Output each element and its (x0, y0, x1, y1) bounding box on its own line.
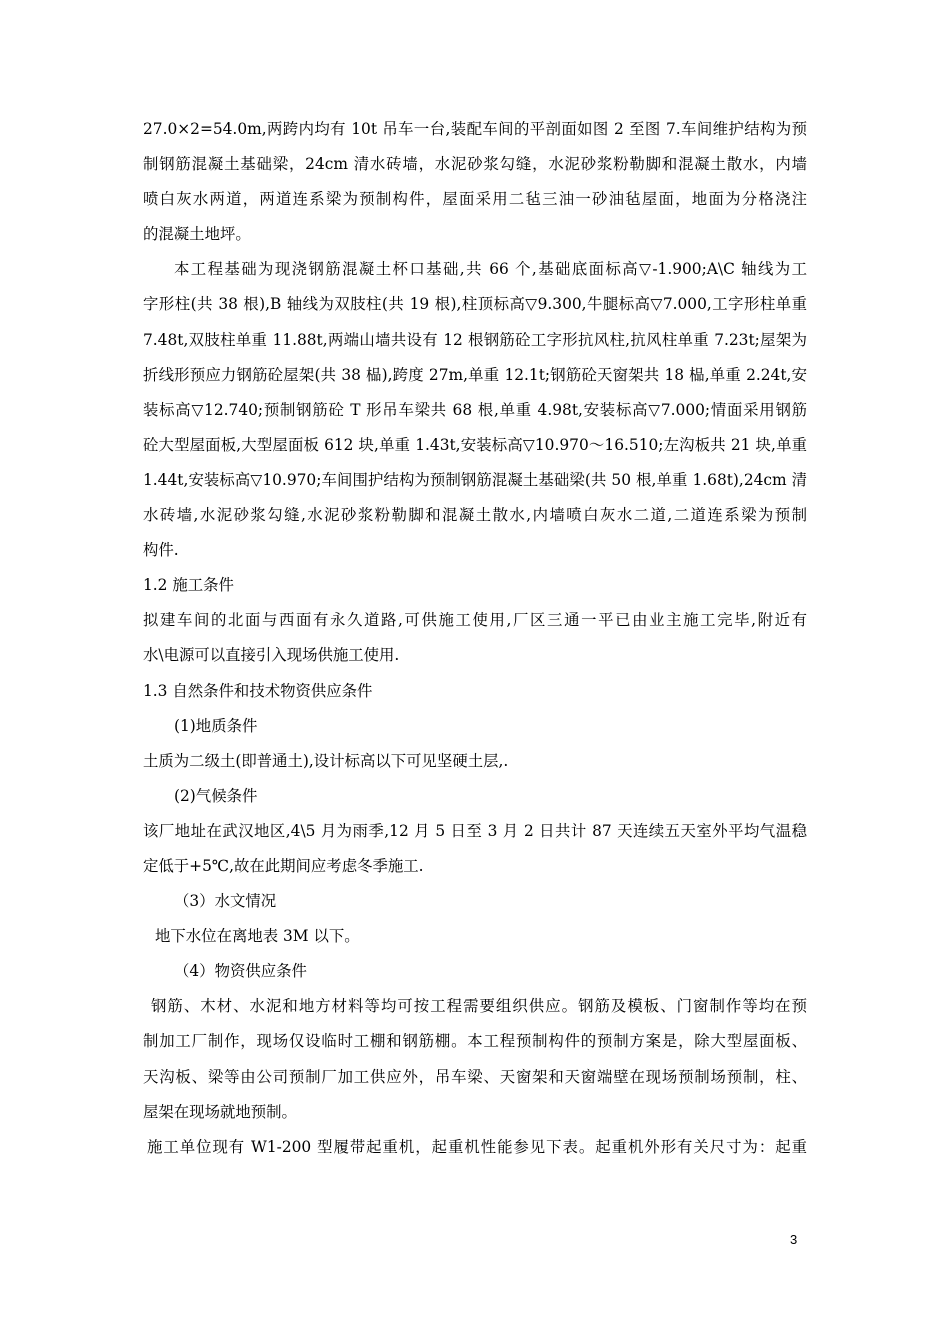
page-number: 3 (790, 1232, 798, 1247)
text-line: 该厂地址在武汉地区,4\5 月为雨季,12 月 5 日至 3 月 2 日共计 87 天连续五天室外平均气温稳 (143, 821, 807, 840)
text-line: 的混凝土地坪。 (143, 225, 251, 244)
text-line: 天沟板、梁等由公司预制厂加工供应外，吊车梁、天窗架和天窗端壁在现场预制场预制，柱、 (143, 1067, 807, 1086)
text-line: （3）水文情况 (174, 892, 277, 911)
text-line: 本工程基础为现浇钢筋混凝土杯口基础,共 66 个,基础底面标高▽-1.900;A\C 轴线为工 (174, 260, 807, 279)
text-line: 7.48t,双肢柱单重 11.88t,两端山墙共设有 12 根钢筋砼工字形抗风柱,抗风柱单重 7.23t;屋架为 (143, 330, 807, 349)
text-line: 折线形预应力钢筋砼屋架(共 38 榀),跨度 27m,单重 12.1t;钢筋砼天窗架共 18 榀,单重 2.24t,安 (143, 365, 807, 384)
text-line: 1.44t,安装标高▽10.970;车间围护结构为预制钢筋混凝土基础梁(共 50 根,单重 1.68t),24cm 清 (143, 470, 807, 489)
text-line: 1.2 施工条件 (143, 576, 234, 595)
text-line: 施工单位现有 W1-200 型履带起重机，起重机性能参见下表。起重机外形有关尺寸为：起重 (147, 1137, 807, 1156)
text-line: 制加工厂制作，现场仅设临时工棚和钢筋棚。本工程预制构件的预制方案是，除大型屋面板、 (143, 1032, 807, 1051)
document-body (143, 112, 807, 1165)
text-line: 钢筋、木材、水泥和地方材料等均可按工程需要组织供应。钢筋及模板、门窗制作等均在预 (151, 997, 807, 1016)
text-line: 喷白灰水两道，两道连系梁为预制构件，屋面采用二毡三油一砂油毡屋面，地面为分格浇注 (143, 190, 807, 209)
text-line: 1.3 自然条件和技术物资供应条件 (143, 681, 373, 700)
text-line: 土质为二级土(即普通土),设计标高以下可见坚硬土层,. (143, 751, 509, 770)
text-line: 装标高▽12.740;预制钢筋砼 T 形吊车梁共 68 根,单重 4.98t,安装标高▽7.000;情面采用钢筋 (143, 400, 807, 419)
text-line: (1)地质条件 (174, 716, 258, 735)
text-line: 砼大型屋面板,大型屋面板 612 块,单重 1.43t,安装标高▽10.970～16.510;左沟板共 21 块,单重 (143, 435, 807, 454)
text-line: (2)气候条件 (174, 786, 258, 805)
text-line: 27.0×2=54.0m,两跨内均有 10t 吊车一台,装配车间的平剖面如图 2 至图 7.车间维护结构为预 (143, 120, 807, 138)
text-line: （4）物资供应条件 (174, 962, 307, 981)
text-line: 定低于+5℃,故在此期间应考虑冬季施工. (143, 856, 424, 875)
text-line: 拟建车间的北面与西面有永久道路,可供施工使用,厂区三通一平已由业主施工完毕,附近有 (143, 611, 807, 630)
text-line: 地下水位在离地表 3M 以下。 (155, 927, 360, 946)
text-line: 水\电源可以直接引入现场供施工使用. (143, 646, 400, 665)
text-line: 制钢筋混凝土基础梁，24cm 清水砖墙，水泥砂浆勾缝，水泥砂浆粉勒脚和混凝土散水，内墙 (143, 155, 807, 174)
text-line: 构件. (143, 541, 179, 560)
text-line: 屋架在现场就地预制。 (143, 1102, 297, 1121)
text-line: 水砖墙,水泥砂浆勾缝,水泥砂浆粉勒脚和混凝土散水,内墙喷白灰水二道,二道连系梁为预制 (143, 506, 807, 525)
text-line: 字形柱(共 38 根),B 轴线为双肢柱(共 19 根),柱顶标高▽9.300,牛腿标高▽7.000,工字形柱单重 (143, 295, 807, 314)
